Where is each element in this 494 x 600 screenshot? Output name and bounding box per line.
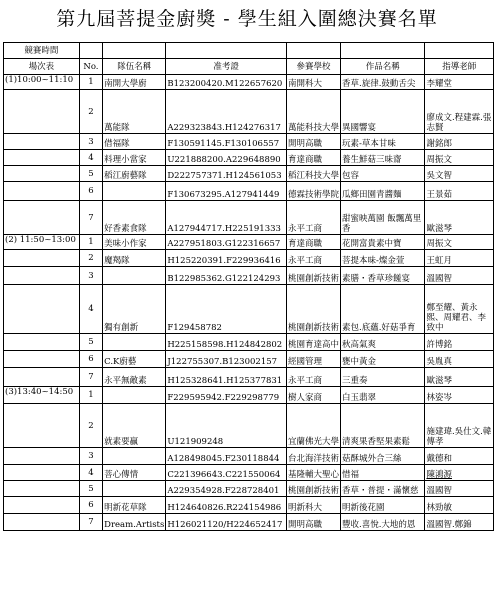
entry-no: 1: [79, 75, 102, 90]
school-header: 參賽學校: [287, 59, 341, 75]
no-header: No.: [79, 59, 102, 75]
team-name: 菩心傳情: [103, 465, 166, 481]
school-name: 稻江科技大學: [287, 166, 341, 182]
admission-id: U221888200.A229648890: [166, 150, 287, 166]
session-time-empty: [4, 134, 80, 150]
work-name: 白玉翡翠: [341, 387, 425, 404]
table-row: [4, 166, 494, 182]
table-row: [4, 201, 494, 235]
teacher-name: 施建瑋.吳仕文.韓傳孝: [425, 404, 494, 448]
work-name: 豐收.喜悅.大地的恩: [341, 514, 425, 531]
table-row: [4, 368, 494, 387]
teacher-name: 林勁敏: [425, 497, 494, 514]
school-name: 桃園育達高中: [287, 334, 341, 351]
teacher-name: 林姿岑: [425, 387, 494, 404]
team-name: 南開大學廚: [103, 75, 166, 90]
session-time-empty: [4, 497, 80, 514]
header-row-time: [4, 43, 494, 59]
entry-no: 7: [79, 514, 102, 531]
table-row: [4, 75, 494, 90]
admission-id: A229323843.H124276317: [166, 90, 287, 134]
work-name: 香草.旋律.鼓動舌尖: [341, 75, 425, 90]
school-name: 育達商職: [287, 150, 341, 166]
session-time: (1)10:00~11:10: [4, 75, 80, 90]
admission-id: B122985362.G122124293: [166, 267, 287, 285]
admission-id: A227951803.G122316657: [166, 235, 287, 250]
admission-id: H125220391.F229936416: [166, 250, 287, 267]
team-name: [103, 387, 166, 404]
admission-id: F130591145.F130106557: [166, 134, 287, 150]
session-time-empty: [4, 250, 80, 267]
work-name: 甕中黃金: [341, 351, 425, 368]
teacher-name: 溫國智.鄭錦: [425, 514, 494, 531]
table-row: [4, 90, 494, 134]
admission-id: A127944717.H225191333: [166, 201, 287, 235]
session-time-empty: [4, 368, 80, 387]
teacher-name: 吳文智: [425, 166, 494, 182]
teacher-name: 周振文: [425, 150, 494, 166]
admission-id: H126021120/H224652417: [166, 514, 287, 531]
team-header: 隊伍名稱: [103, 59, 166, 75]
entry-no: 2: [79, 404, 102, 448]
team-name: 萬能隊: [103, 90, 166, 134]
session-time-empty: [4, 404, 80, 448]
session-time: (3)13:40~14:50: [4, 387, 80, 404]
admission-id: B123200420.M122657620: [166, 75, 287, 90]
team-name: [103, 334, 166, 351]
team-name: 借福隊: [103, 134, 166, 150]
work-name: 菇酥城外合三絲: [341, 448, 425, 465]
session-header: 場次表: [4, 59, 80, 75]
table-row: [4, 351, 494, 368]
school-name: 開明高職: [287, 514, 341, 531]
entry-no: 5: [79, 334, 102, 351]
admission-id: H124640826.R224154986: [166, 497, 287, 514]
session-time-empty: [4, 182, 80, 201]
session-time-empty: [4, 90, 80, 134]
work-name: 惜福: [341, 465, 425, 481]
session-time-empty: [4, 448, 80, 465]
teacher-name: 鄭至耀、黃永熙、周耀君、李致中: [425, 285, 494, 334]
session-time-empty: [4, 201, 80, 235]
table-row: [4, 514, 494, 531]
work-name: 異國響宴: [341, 90, 425, 134]
work-name: 素膳・香草珍饈宴: [341, 267, 425, 285]
school-name: 育達商職: [287, 235, 341, 250]
school-name: 桃園創新技術: [287, 481, 341, 497]
entry-no: 6: [79, 182, 102, 201]
session-time-empty: [4, 267, 80, 285]
admission-id: U121909248: [166, 404, 287, 448]
entry-no: 7: [79, 368, 102, 387]
table-row: [4, 387, 494, 404]
work-name: 清爽果香堅果素鬆: [341, 404, 425, 448]
session-time-empty: [4, 150, 80, 166]
teacher-name: 歐滋琴: [425, 368, 494, 387]
table-row: [4, 285, 494, 334]
entry-no: 5: [79, 481, 102, 497]
session-time-empty: [4, 334, 80, 351]
admission-id: C221396643.C221550064: [166, 465, 287, 481]
team-name: [103, 448, 166, 465]
table-row: [4, 267, 494, 285]
entry-no: 1: [79, 387, 102, 404]
work-name: 瓜鄉田園青醬麵: [341, 182, 425, 201]
entry-no: 6: [79, 497, 102, 514]
school-name: 經國管理: [287, 351, 341, 368]
team-name: 永平無敵素: [103, 368, 166, 387]
document-title: 第九屆菩提金廚獎 - 學生組入圍總決賽名單: [56, 8, 438, 30]
school-name: 宜蘭佛光大學: [287, 404, 341, 448]
work-name: 玩素-草本甘味: [341, 134, 425, 150]
teacher-name: 溫國智: [425, 267, 494, 285]
school-name: 基隆輔大聖心: [287, 465, 341, 481]
admission-id: A128498045.F230118844: [166, 448, 287, 465]
teacher-name: 歐滋琴: [425, 201, 494, 235]
team-name: 料理小當家: [103, 150, 166, 166]
entry-no: 4: [79, 150, 102, 166]
school-name: 開明高職: [287, 134, 341, 150]
table-row: [4, 465, 494, 481]
entry-no: 6: [79, 351, 102, 368]
table-row: [4, 134, 494, 150]
school-name: 桃園創新技術: [287, 267, 341, 285]
entry-no: 3: [79, 448, 102, 465]
entry-no: 2: [79, 250, 102, 267]
admission-id: J122755307.B123002157: [166, 351, 287, 368]
team-name: 就素要贏: [103, 404, 166, 448]
finalist-table: [3, 42, 494, 531]
table-row: [4, 150, 494, 166]
admission-id: H125328641.H125377831: [166, 368, 287, 387]
work-name: 三重奏: [341, 368, 425, 387]
team-name: [103, 182, 166, 201]
table-row: [4, 235, 494, 250]
teacher-name: 溫國智: [425, 481, 494, 497]
work-header: 作品名稱: [341, 59, 425, 75]
work-name: 養生鮮菇三味齋: [341, 150, 425, 166]
header-row-columns: [4, 59, 494, 75]
team-name: Dream.Artists: [103, 514, 166, 531]
work-name: 菩提本味-燦金萱: [341, 250, 425, 267]
session-time-empty: [4, 351, 80, 368]
teacher-name: 戴德和: [425, 448, 494, 465]
school-name: 明新科大: [287, 497, 341, 514]
teacher-name: 謝銘郎: [425, 134, 494, 150]
teacher-name: 王虹月: [425, 250, 494, 267]
team-name: [103, 481, 166, 497]
work-name: 甜蜜映萬園 飯飄萬里香: [341, 201, 425, 235]
entry-no: 5: [79, 166, 102, 182]
work-name: 花開富貴素中寶: [341, 235, 425, 250]
table-row: [4, 497, 494, 514]
school-name: 台北海洋技術: [287, 448, 341, 465]
entry-no: 4: [79, 285, 102, 334]
entry-no: 4: [79, 465, 102, 481]
teacher-name: 陳鴻源: [425, 465, 494, 481]
entry-no: 3: [79, 267, 102, 285]
teacher-name: 王景茹: [425, 182, 494, 201]
team-name: 明新花草隊: [103, 497, 166, 514]
entry-no: 1: [79, 235, 102, 250]
team-name: 美味小作家: [103, 235, 166, 250]
work-name: 明新後花園: [341, 497, 425, 514]
school-name: 萬能科技大學: [287, 90, 341, 134]
entry-no: 7: [79, 201, 102, 235]
teacher-name: 吳胤真: [425, 351, 494, 368]
id-header: 准考證: [166, 59, 287, 75]
admission-id: D222757371.H124561053: [166, 166, 287, 182]
team-name: 稻江廚藝隊: [103, 166, 166, 182]
work-name: 秋高氣爽: [341, 334, 425, 351]
team-name: C.K廚藝: [103, 351, 166, 368]
school-name: 永平工商: [287, 250, 341, 267]
work-name: 香草・普提・滿懷慈: [341, 481, 425, 497]
school-name: 桃園創新技術: [287, 285, 341, 334]
team-name: [103, 267, 166, 285]
time-header: 競賽時間: [4, 43, 80, 59]
work-name: 素包.底蘊.好菇爭育: [341, 285, 425, 334]
school-name: 樹人家商: [287, 387, 341, 404]
admission-id: F229595942.F229298779: [166, 387, 287, 404]
table-row: [4, 334, 494, 351]
teacher-header: 指導老師: [425, 59, 494, 75]
school-name: 永平工商: [287, 201, 341, 235]
teacher-name: 周振文: [425, 235, 494, 250]
teacher-name: 廖成文.程建霖.張志賢: [425, 90, 494, 134]
teacher-name: 許博銘: [425, 334, 494, 351]
team-name: 獨有創新: [103, 285, 166, 334]
entry-no: 3: [79, 134, 102, 150]
table-row: [4, 250, 494, 267]
admission-id: F129458782: [166, 285, 287, 334]
teacher-name: 李耀堂: [425, 75, 494, 90]
school-name: 德霖技術學院: [287, 182, 341, 201]
school-name: 永平工商: [287, 368, 341, 387]
school-name: 南開科大: [287, 75, 341, 90]
session-time-empty: [4, 166, 80, 182]
table-row: [4, 182, 494, 201]
table-row: [4, 404, 494, 448]
table-row: [4, 448, 494, 465]
session-time: (2) 11:50~13:00: [4, 235, 80, 250]
admission-id: F130673295.A127941449: [166, 182, 287, 201]
work-name: 包容: [341, 166, 425, 182]
admission-id: H225158598.H124842802: [166, 334, 287, 351]
session-time-empty: [4, 514, 80, 531]
admission-id: A229354928.F228728401: [166, 481, 287, 497]
session-time-empty: [4, 285, 80, 334]
team-name: 好香素食隊: [103, 201, 166, 235]
team-name: 魔羯隊: [103, 250, 166, 267]
entry-no: 2: [79, 90, 102, 134]
table-row: [4, 481, 494, 497]
session-time-empty: [4, 481, 80, 497]
session-time-empty: [4, 465, 80, 481]
